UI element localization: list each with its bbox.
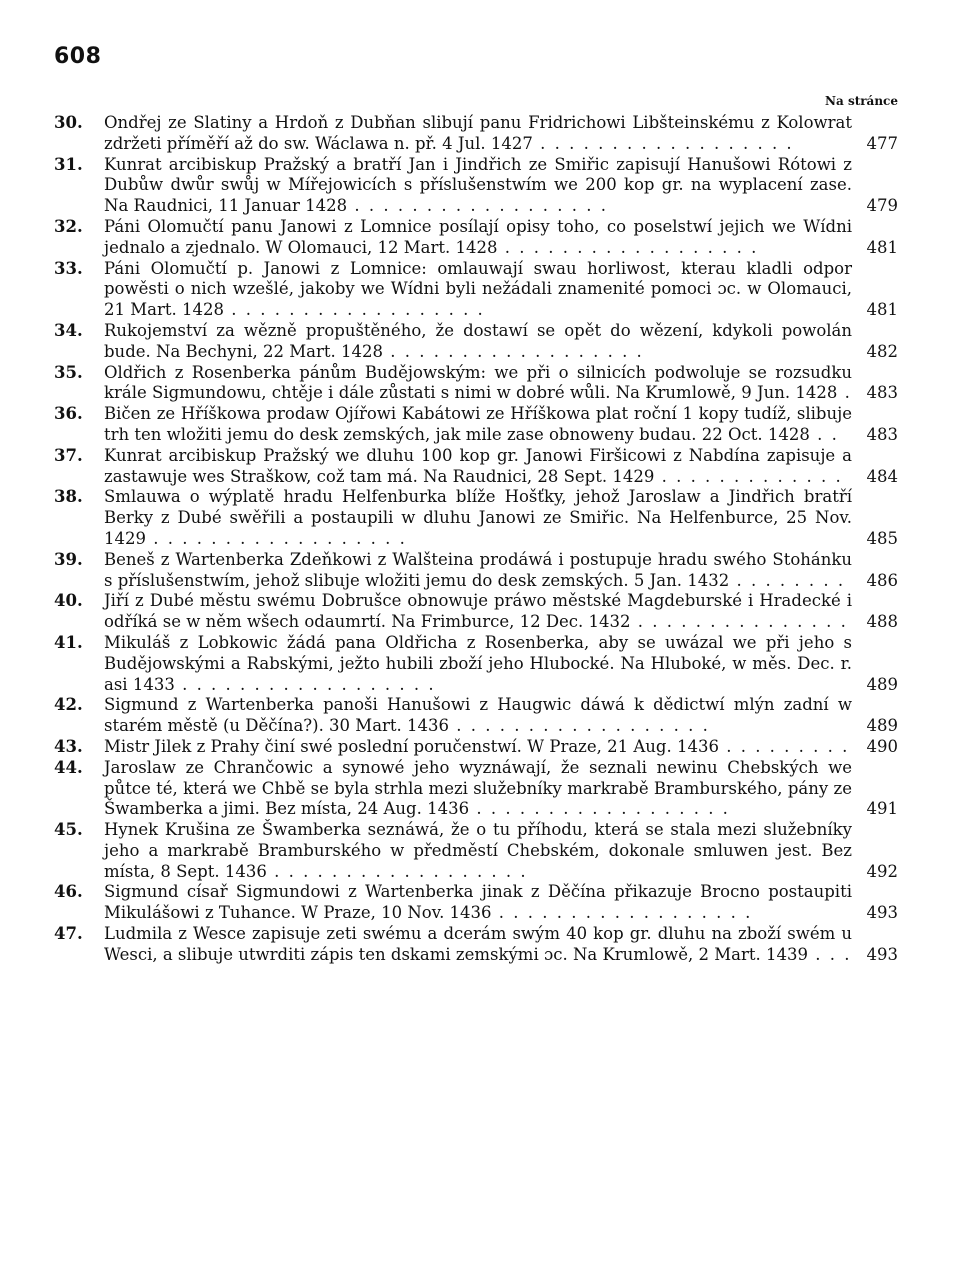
- toc-entry: [54, 113, 898, 155]
- entry-text: Ludmila z Wesce zapisuje zeti swému a dcerám swým 40 kop gr. dluhu na zboží swém u Wesci, a slibuje utwrditi zápis ten dskami zemskými ɔc. Na Krumlowě, 2 Mart. 1439 . . .: [104, 924, 852, 964]
- entry-number: 47.: [54, 924, 83, 944]
- toc-entry: [54, 259, 898, 321]
- toc-entry: [54, 633, 898, 695]
- entry-number: 35.: [54, 362, 83, 382]
- entry-page-reference: 491: [866, 799, 898, 819]
- toc-entry: [54, 550, 898, 592]
- dot-leader: . . . . . . . . . . . . . . .: [630, 612, 848, 632]
- dot-leader: .: [837, 383, 852, 403]
- page-number: 608: [54, 44, 102, 69]
- entry-text: Kunrat arcibiskup Pražský we dluhu 100 kop gr. Janowi Firšicowi z Nabdína zapisuje a zastawuje wes Straškow, což tam má. Na Raudnici, 28 Sept. 1429 . . . . . . . . . . . . .: [104, 445, 852, 486]
- entry-text: Jaroslaw ze Chrančowic a synowé jeho wyznáwají, že seznali newinu Chebských we půtce té, která we Chbě se byla strhla mezi služebníky markrabě Bramburského, pány ze Šwamberka a jimi. Bez místa, 24 Aug. 1436 . . . . . . . . . . . . . . . . . .: [104, 757, 852, 819]
- entry-number: 36.: [54, 404, 83, 424]
- entry-text: Smlauwa o wýplatě hradu Helfenburka blíže Hošťky, jehož Jaroslaw a Jindřich bratří Berky z Dubé swěřili a postaupili w dluhu Janowi ze Smiřic. Na Helfenburce, 25 Nov. 1429 . . . . . . . . . . . . . . . . . .: [104, 487, 852, 548]
- entry-number: 44.: [54, 757, 83, 777]
- entry-text: Jiří z Dubé městu swému Dobrušce obnowuje práwo městské Magdeburské i Hradecké i odříká se w něm wšech odaumrtí. Na Frimburce, 12 Dec. 1432 . . . . . . . . . . . . . . .: [104, 591, 852, 632]
- dot-leader: . . . . . . . . . . . . .: [654, 466, 843, 486]
- toc-entry: [54, 737, 898, 758]
- dot-leader: . . . . . . . . . . . . . . . . . .: [223, 300, 485, 320]
- dot-leader: . . . . . . . . . . . . . . . . . .: [532, 133, 794, 153]
- entry-page-reference: 490: [866, 736, 898, 756]
- entry-page-reference: 485: [866, 528, 898, 548]
- toc-entry: [54, 155, 898, 217]
- entry-text: Sigmund císař Sigmundowi z Wartenberka jinak z Děčína přikazuje Brocno postaupiti Mikulášowi z Tuhance. W Praze, 10 Nov. 1436 . . . . . . . . . . . . . . . . . .: [104, 882, 852, 923]
- entry-page-reference: 483: [866, 383, 898, 403]
- entry-page-reference: 481: [866, 300, 898, 320]
- entry-page-reference: 486: [866, 570, 898, 590]
- entry-page-reference: 489: [866, 716, 898, 736]
- entry-text: Beneš z Wartenberka Zdeňkowi z Walšteina prodáwá i postupuje hradu swého Stohánku s příslušenstwím, jehož slibuje wložiti jemu do desk zemských. 5 Jan. 1432 . . . . . . . .: [104, 549, 852, 590]
- dot-leader: . . . . . . . . . . . . . . . . . .: [469, 799, 730, 819]
- toc-entry: [54, 695, 898, 737]
- entry-text: Páni Olomučtí p. Janowi z Lomnice: omlauwají swau horliwost, kterau kladli odpor powěsti o nich wzešlé, jakoby we Wídni byli nežádali znamenité pomoci ɔc. w Olomauci, 21 Mart. 1428 . . . . . . . . . . . . . . . . . .: [104, 258, 852, 320]
- entry-text: Kunrat arcibiskup Pražský a bratří Jan i Jindřich ze Smiřic zapisují Hanušowi Rótowi z Dubůw dwůr swůj w Mířejowicích s příslušenstwím we 200 kop gr. na wyplacení zase. Na Raudnici, 11 Januar 1428 . . . . . . . . . . . . . . . . . .: [104, 154, 852, 216]
- toc-entry: [54, 404, 898, 446]
- dot-leader: . . . . . . . . . . . . . . . . . .: [266, 861, 528, 881]
- entry-page-reference: 481: [866, 237, 898, 257]
- dot-leader: . . . . . . . .: [729, 570, 846, 590]
- toc-entry: [54, 321, 898, 363]
- entry-number: 34.: [54, 320, 83, 340]
- entry-text: Mikuláš z Lobkowic žádá pana Oldřicha z Rosenberka, aby se uwázal we při jeho s Budějowskými a Rabskými, ježto hubili zboží jeho Hlubocké. Na Hluboké, w měs. Dec. r. asi 1433 . . . . . . . . . . . . . . . . . .: [104, 632, 852, 694]
- dot-leader: . . . . . . . . . . . . . . . . . .: [146, 528, 407, 548]
- entry-number: 43.: [54, 736, 83, 756]
- entry-number: 41.: [54, 632, 83, 652]
- entry-number: 40.: [54, 591, 83, 611]
- entry-page-reference: 492: [866, 861, 898, 881]
- entry-page-reference: 488: [866, 612, 898, 632]
- toc-entry: [54, 820, 898, 882]
- table-of-contents: [54, 113, 898, 966]
- entry-text: Páni Olomučtí panu Janowi z Lomnice posílají opisy toho, co poselstwí jejich we Wídni jednalo a zjednalo. W Olomauci, 12 Mart. 1428 . . . . . . . . . . . . . . . . . .: [104, 216, 852, 257]
- toc-entry: [54, 924, 898, 966]
- dot-leader: . . . . . . . . . . . . . . . . . .: [174, 674, 436, 694]
- entry-page-reference: 477: [866, 133, 898, 153]
- entry-number: 45.: [54, 820, 83, 840]
- entry-number: 38.: [54, 487, 83, 507]
- toc-entry: [54, 882, 898, 924]
- entry-text: Bičen ze Hříškowa prodaw Ojířowi Kabátowi ze Hříškowa plat roční 1 kopy tudíž, slibuje trh ten wložiti jemu do desk zemských, jak mile zase obnoweny budau. 22 Oct. 1428 . .: [104, 404, 852, 444]
- entry-page-reference: 483: [866, 424, 898, 444]
- dot-leader: . . . . . . . . .: [718, 736, 850, 756]
- entry-number: 42.: [54, 695, 83, 715]
- dot-leader: . . .: [808, 944, 852, 964]
- dot-leader: . . . . . . . . . . . . . . . . . .: [382, 341, 644, 361]
- dot-leader: . . . . . . . . . . . . . . . . . .: [497, 237, 759, 257]
- entry-page-reference: 493: [866, 944, 898, 964]
- entry-number: 33.: [54, 258, 83, 278]
- entry-number: 39.: [54, 549, 83, 569]
- entry-page-reference: 484: [866, 466, 898, 486]
- dot-leader: . . . . . . . . . . . . . . . . . .: [347, 196, 608, 216]
- toc-entry: [54, 363, 898, 405]
- toc-entry: [54, 487, 898, 549]
- entry-text: Mistr Jilek z Prahy činí swé poslední poručenstwí. W Praze, 21 Aug. 1436 . . . . . . . . .: [104, 736, 850, 756]
- entry-number: 30.: [54, 113, 83, 132]
- dot-leader: . . . . . . . . . . . . . . . . . .: [491, 903, 753, 923]
- entry-number: 32.: [54, 216, 83, 236]
- entry-page-reference: 482: [866, 341, 898, 361]
- entry-page-reference: 493: [866, 903, 898, 923]
- dot-leader: . .: [809, 424, 839, 444]
- toc-entry: [54, 217, 898, 259]
- toc-entry: [54, 758, 898, 820]
- entry-text: Rukojemství za wězně propuštěného, že dostawí se opět do wězení, kdykoli powolán bude. Na Bechyni, 22 Mart. 1428 . . . . . . . . . . . . . . . . . .: [104, 320, 852, 361]
- page-column-heading: Na stránce: [825, 94, 898, 108]
- entry-number: 31.: [54, 154, 83, 174]
- entry-page-reference: 479: [866, 196, 898, 216]
- dot-leader: . . . . . . . . . . . . . . . . . .: [449, 716, 710, 736]
- entry-number: 46.: [54, 882, 83, 902]
- toc-entry: [54, 591, 898, 633]
- entry-text: Ondřej ze Slatiny a Hrdoň z Dubňan slibují panu Fridrichowi Libšteinskému z Kolowrat zdržeti příměří až do sw. Wáclawa n. př. 4 Jul. 1427 . . . . . . . . . . . . . . . . . .: [104, 113, 852, 153]
- entry-text: Oldřich z Rosenberka pánům Budějowským: we při o silnicích podwoluje se rozsudku krále Sigmundowu, chtěje i dále zůstati s nimi w dobré wůli. Na Krumlowě, 9 Jun. 1428 .: [104, 362, 852, 403]
- entry-text: Sigmund z Wartenberka panoši Hanušowi z Haugwic dáwá k dědictwí mlýn zadní w starém městě (u Děčína?). 30 Mart. 1436 . . . . . . . . . . . . . . . . . .: [104, 695, 852, 736]
- toc-entry: [54, 446, 898, 488]
- entry-number: 37.: [54, 445, 83, 465]
- entry-page-reference: 489: [866, 674, 898, 694]
- entry-text: Hynek Krušina ze Šwamberka seznáwá, že o tu příhodu, která se stala mezi služebníky jeho a markrabě Bramburského w předměstí Chebském, dokonale smluwen jest. Bez místa, 8 Sept. 1436 . . . . . . . . . . . . . . . . . .: [104, 820, 852, 881]
